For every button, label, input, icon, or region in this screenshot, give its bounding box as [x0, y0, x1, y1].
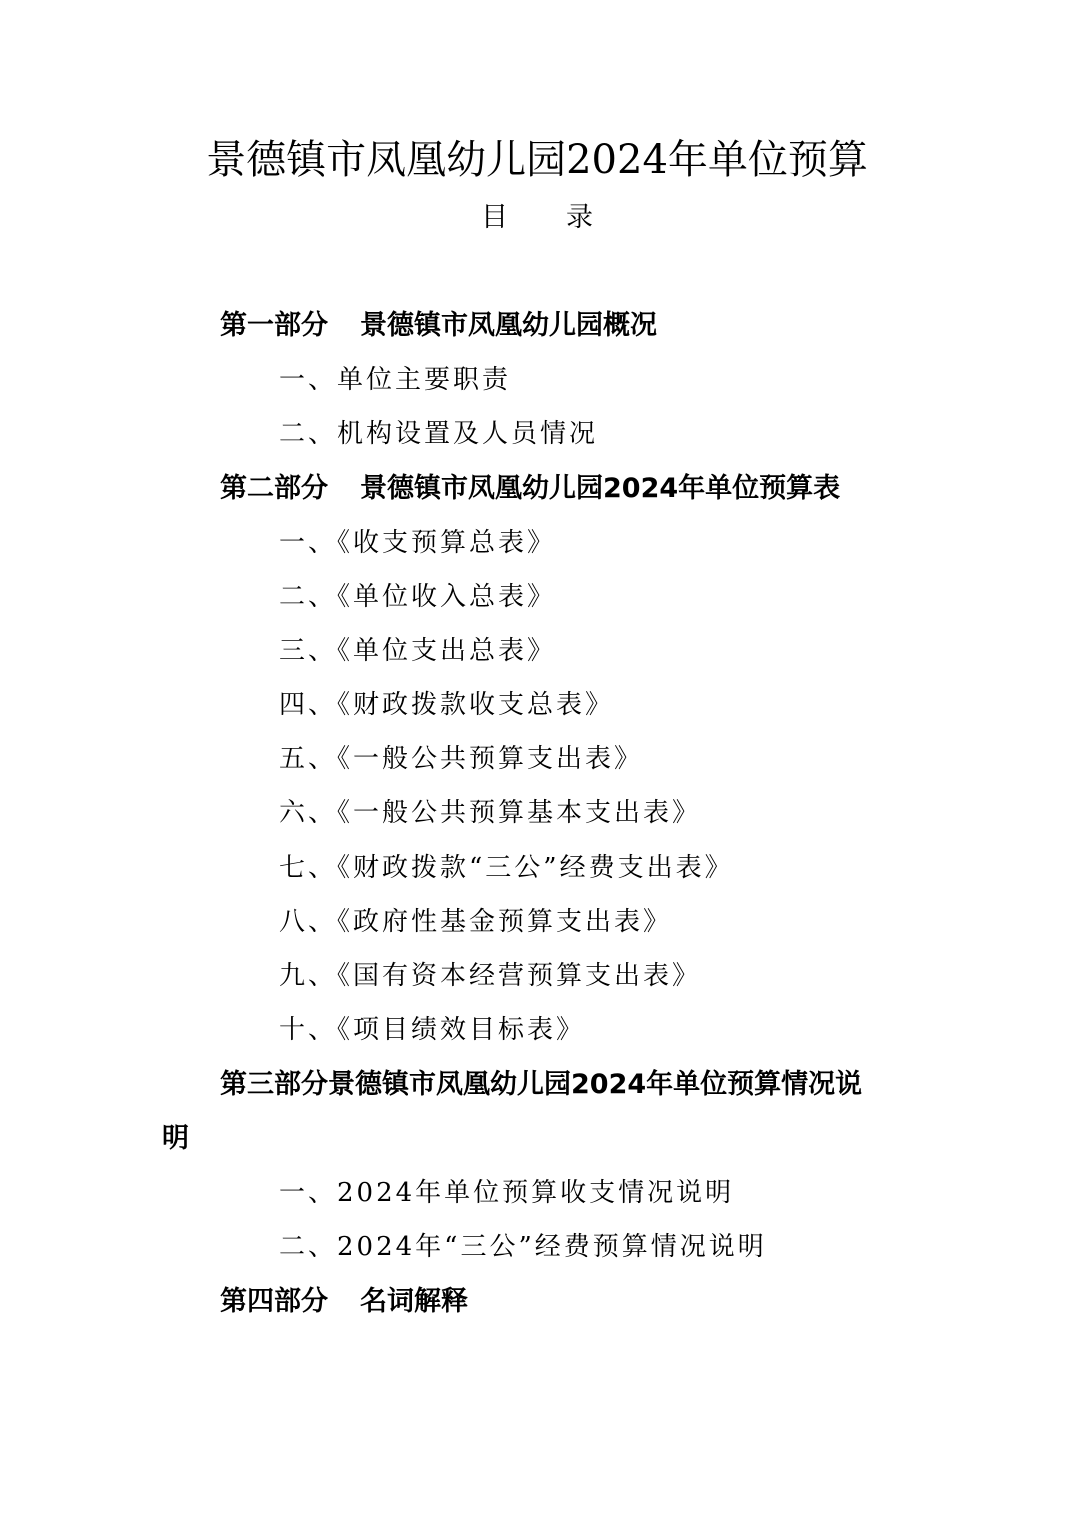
part-label: 第二部分 — [220, 473, 328, 504]
part-label: 第一部分 — [220, 310, 328, 341]
part-title: 景德镇市凤凰幼儿园2024年单位预算表 — [360, 473, 841, 504]
toc-item[interactable]: 一、《收支预算总表》 — [279, 528, 557, 558]
part-title: 名词解释 — [360, 1286, 468, 1317]
toc-item[interactable]: 六、《一般公共预算基本支出表》 — [279, 798, 702, 828]
toc-item[interactable]: 四、《财政拨款收支总表》 — [279, 690, 615, 720]
toc-item[interactable]: 二、《单位收入总表》 — [279, 582, 557, 612]
part-label: 第三部分 — [220, 1069, 328, 1100]
toc-part-1[interactable] — [220, 308, 657, 344]
toc-item[interactable]: 一、2024年单位预算收支情况说明 — [279, 1178, 735, 1208]
toc-part-3[interactable] — [220, 1067, 862, 1103]
toc-item[interactable]: 九、《国有资本经营预算支出表》 — [279, 961, 702, 991]
toc-item[interactable]: 五、《一般公共预算支出表》 — [279, 744, 644, 774]
toc-item[interactable]: 三、《单位支出总表》 — [279, 636, 557, 666]
page-title: 景德镇市凤凰幼儿园2024年单位预算 — [206, 137, 868, 183]
part-label: 第四部分 — [220, 1286, 328, 1317]
toc-part-4[interactable] — [220, 1284, 468, 1320]
toc-item[interactable]: 七、《财政拨款“三公”经费支出表》 — [279, 853, 734, 883]
toc-part-2[interactable] — [220, 471, 840, 507]
toc-item[interactable]: 二、2024年“三公”经费预算情况说明 — [279, 1232, 767, 1262]
toc-part-3-continued[interactable]: 明 — [162, 1123, 189, 1154]
toc-item[interactable]: 十、《项目绩效目标表》 — [279, 1015, 586, 1045]
toc-item[interactable]: 二、机构设置及人员情况 — [279, 419, 599, 449]
toc-item[interactable]: 八、《政府性基金预算支出表》 — [279, 907, 673, 937]
part-title: 景德镇市凤凰幼儿园2024年单位预算情况说 — [328, 1069, 863, 1100]
part-title: 景德镇市凤凰幼儿园概况 — [360, 310, 657, 341]
toc-heading: 目录 — [481, 202, 651, 233]
toc-item[interactable]: 一、单位主要职责 — [279, 365, 512, 395]
